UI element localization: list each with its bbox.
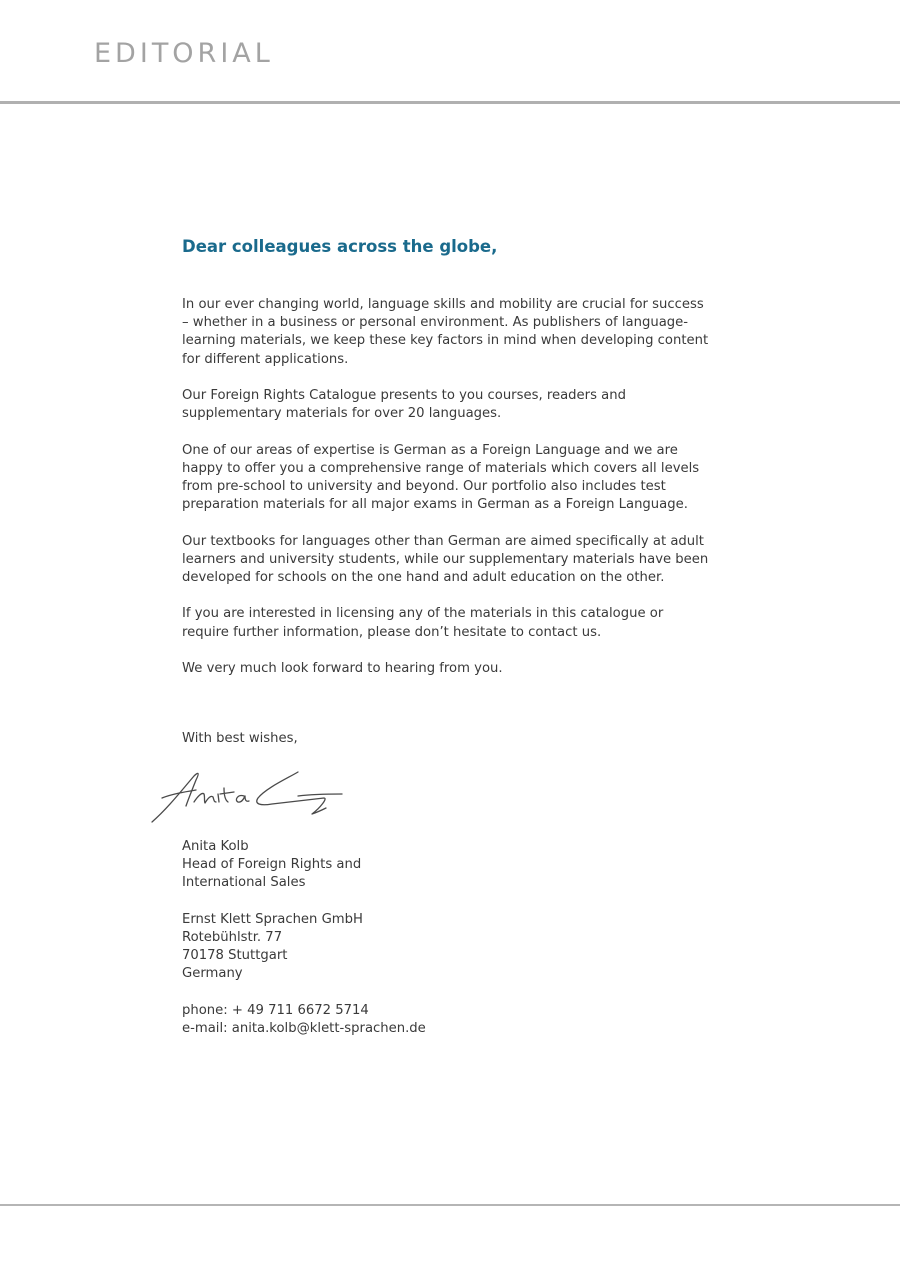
closing: With best wishes,: [182, 731, 298, 746]
paragraph-textbooks: Our textbooks for languages other than German are aimed specifically at adult learners and university students, while our supplementary materials have been developed for schools on the one hand and adult education on the other.: [182, 533, 709, 585]
paragraph-intro: In our ever changing world, language skills and mobility are crucial for success – whether in a business or personal environment. As publishers of language-learning materials, we keep these key factors in mind when developing content for different applications.: [182, 297, 709, 367]
paragraph-forward: We very much look forward to hearing from you.: [182, 660, 503, 676]
sender-name: Anita Kolb: [182, 839, 249, 854]
paragraph-catalogue: Our Foreign Rights Catalogue presents to you courses, readers and supplementary materials for over 20 languages.: [182, 388, 626, 422]
salutation: Dear colleagues across the globe,: [182, 237, 498, 256]
company-name: Ernst Klett Sprachen GmbH: [182, 911, 363, 927]
sender-title-line-1: Head of Foreign Rights and: [182, 857, 362, 873]
country: Germany: [182, 966, 243, 982]
sender-details: [182, 838, 426, 1056]
street-address: Rotebühlstr. 77: [182, 930, 283, 945]
sender-name-block: [182, 838, 426, 893]
city: 70178 Stuttgart: [182, 948, 288, 964]
section-title: EDITORIAL: [94, 38, 274, 69]
handwritten-signature: [148, 764, 344, 826]
sender-address-block: [182, 911, 426, 984]
footer-divider: [0, 1204, 900, 1206]
letter-body: [182, 236, 712, 696]
sender-title-line-2: International Sales: [182, 875, 306, 891]
sender-contact-block: [182, 1002, 426, 1038]
header-divider: [0, 101, 900, 104]
paragraph-licensing: If you are interested in licensing any of the materials in this catalogue or require further information, please don’t hesitate to contact us.: [182, 606, 664, 640]
phone-number: phone: + 49 711 6672 5714: [182, 1002, 369, 1018]
email-address: e-mail: anita.kolb@klett-sprachen.de: [182, 1021, 426, 1036]
paragraph-expertise: One of our areas of expertise is German as a Foreign Language and we are happy to offer you a comprehensive range of materials which covers all levels from pre-school to university and beyond. Our portfolio also includes test preparation materials for all major exams in German as a Foreign Language.: [182, 442, 700, 513]
